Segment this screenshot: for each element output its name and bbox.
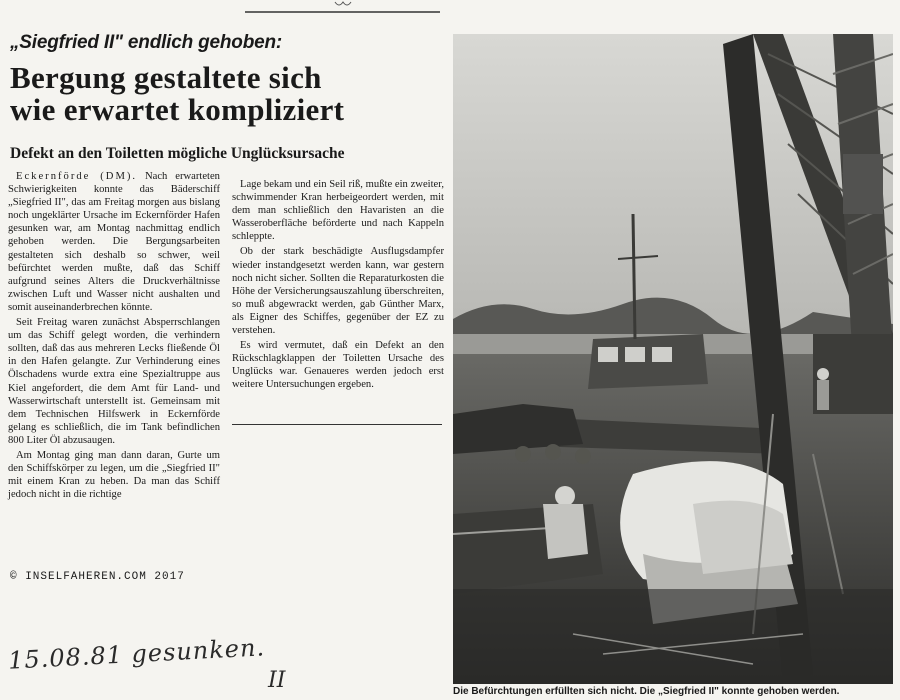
article-paragraph xyxy=(8,170,220,314)
copyright-notice: © INSELFAHEREN.COM 2017 xyxy=(10,571,185,583)
article-paragraph: Seit Freitag waren zunächst Absperrschlangen um das Schiff gelegt worden, die verhindern sollten, daß das aus mehreren Lecks fließende Öl in den Hafen gelangte. Zur Verhinderung eines Ölschadens wurde extra eine Spezialtruppe aus Kiel angefordert, die dem Amt für Land- und Wasserwirtschaft unterstellt ist. Gemeinsam mit dem Technischen Hilfswerk in Eckernförde gelang es schließlich, die im Tank befindlichen 800 Liter Öl abzusaugen. xyxy=(8,317,220,446)
handwritten-mark: II xyxy=(268,668,286,693)
headline-line-2: wie erwartet kompliziert xyxy=(10,92,345,127)
photo-caption: Die Befürchtungen erfüllten sich nicht. Die „Siegfried II" konnte gehoben werden. xyxy=(453,686,840,697)
headline-line-1: Bergung gestaltete sich xyxy=(10,60,322,95)
article-column-1 xyxy=(8,170,220,503)
harbor-salvage-photo xyxy=(453,34,893,684)
article-deck: Defekt an den Toiletten mögliche Unglücksursache xyxy=(10,145,345,162)
article-paragraph: Ob der stark beschädigte Ausflugsdampfer wieder instandgesetzt werden kann, war gestern noch nicht sicher. Sollten die Reparaturkosten die Höhe der Versicherungsauszahlung überschreiten, so muß abgewrackt werden, gab Günther Marx, als Eigner des Schiffes, gegenüber der EZ zu verstehen. xyxy=(232,246,444,337)
article-paragraph: Es wird vermutet, daß ein Defekt an den Rückschlagklappen der Toiletten Ursache des Unglücks war. Genaueres werden jedoch erst weitere Untersuchungen ergeben. xyxy=(232,340,444,391)
photo-illustration xyxy=(453,34,893,684)
article-headline xyxy=(10,62,430,126)
column-end-rule xyxy=(232,424,442,425)
dateline: Eckernförde (DM). xyxy=(16,171,138,182)
scan-top-marks xyxy=(240,0,480,14)
article-paragraph: Am Montag ging man dann daran, Gurte um den Schiffskörper zu legen, um die „Siegfried II" mit einem Kran zu heben. Da man das Schiff jedoch nicht in die richtige xyxy=(8,449,220,501)
article-column-2 xyxy=(232,178,444,394)
handwritten-date-note: 15.08.81 gesunken. xyxy=(7,633,266,675)
article-paragraph: Lage bekam und ein Seil riß, mußte ein zweiter, schwimmender Kran herbeigeordert werden, mit dem man schließlich den Havaristen an die Wasseroberfläche beförderte und nach Kappeln schleppte. xyxy=(232,179,444,243)
article-kicker: „Siegfried II" endlich gehoben: xyxy=(10,32,282,53)
paragraph-text: Nach erwarteten Schwierigkeiten konnte das Bäderschiff „Siegfried II", das am Freitag morgen aus bislang noch ungeklärter Ursache im Eckernförder Hafen gesunken war, am Montag nachmittag endlich gehoben werden. Die Bergungsarbeiten gestalteten sich deshalb so schwer, weil befürchtet werden mußte, daß das Schiff aufgrund seines Alters die Druckverhältnisse zwischen Luft und Wasser nicht aushalten und somit auseinanderbrechen könnte. xyxy=(8,171,220,313)
